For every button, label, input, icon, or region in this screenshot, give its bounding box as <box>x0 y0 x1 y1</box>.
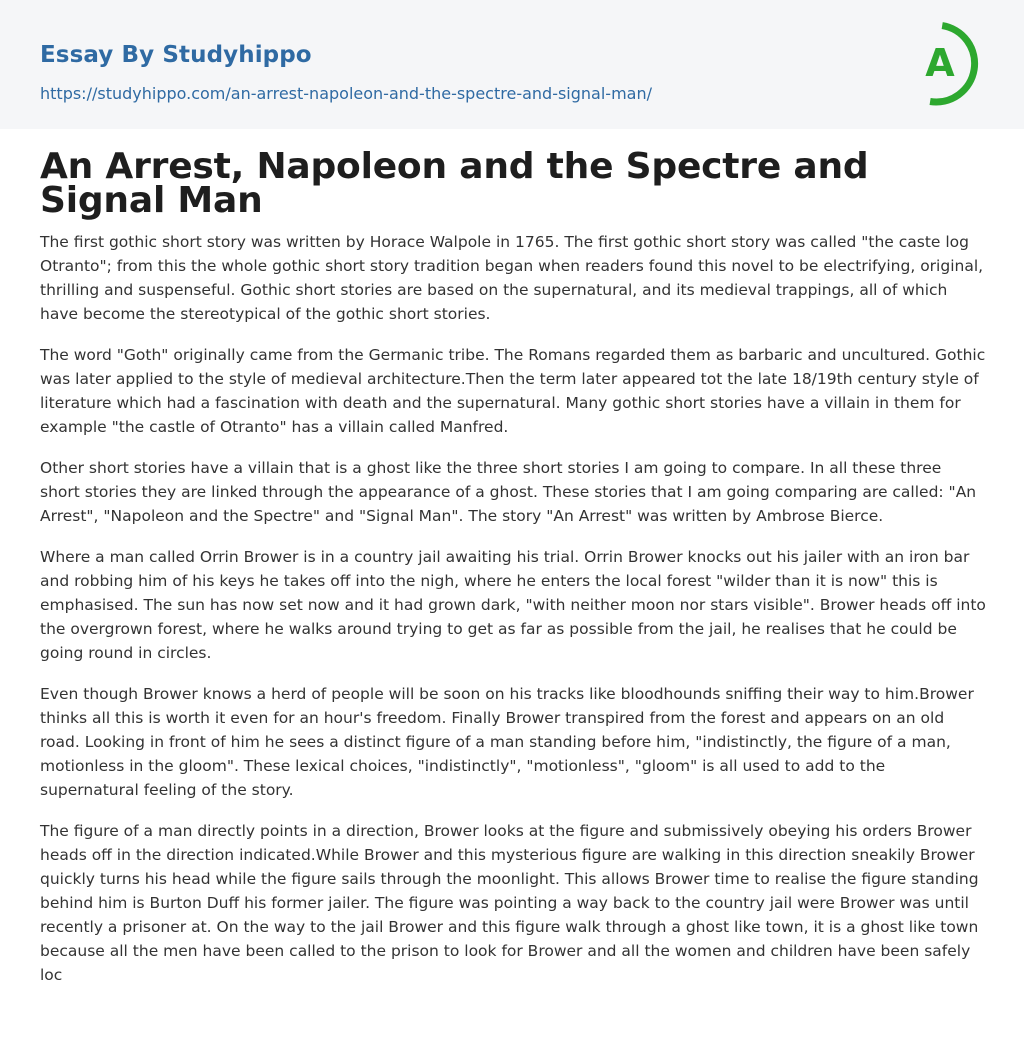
site-brand[interactable]: Essay By Studyhippo <box>40 42 312 68</box>
logo-letter: A <box>925 41 955 85</box>
article-paragraph-2: The word "Goth" originally came from the Germanic tribe. The Romans regarded them as barbaric and uncultured. Gothic was later applied to the style of medieval architecture.Then the term later appeared tot the late 18/19th century style of literature which had a fascination with death and the supernatural. Many gothic short stories have a villain in them for example "the castle of Otranto" has a villain called Manfred. <box>40 346 986 436</box>
article-paragraph-4: Where a man called Orrin Brower is in a country jail awaiting his trial. Orrin Brower knocks out his jailer with an iron bar and robbing him of his keys he takes off into the nigh, where he enters the local forest "wilder than it is now" this is emphasised. The sun has now set now and it had grown dark, "with neither moon nor stars visible". Brower heads off into the overgrown forest, where he walks around trying to get as far as possible from the jail, he realises that he could be going round in circles. <box>40 548 986 662</box>
essay-url-link[interactable]: https://studyhippo.com/an-arrest-napoleon-and-the-spectre-and-signal-man/ <box>40 84 652 103</box>
article-paragraph-6: The figure of a man directly points in a direction, Brower looks at the figure and submissively obeying his orders Brower heads off in the direction indicated.While Brower and this mysterious figure are walking in this direction sneakily Brower quickly turns his head while the figure sails through the moonlight. This allows Brower time to realise the figure standing behind him is Burton Duff his former jailer. The figure was pointing a way back to the country jail were Brower was until recently a prisoner at. On the way to the jail Brower and this figure walk through a ghost like town, it is a ghost like town because all the men have been called to the prison to look for Brower and all the women and children have been safely loc <box>40 822 979 984</box>
article-paragraph-3: Other short stories have a villain that is a ghost like the three short stories I am going to compare. In all these three short stories they are linked through the appearance of a ghost. These stories that I am going comparing are called: "An Arrest", "Napoleon and the Spectre" and "Signal Man". The story "An Arrest" was written by Ambrose Bierce. <box>40 459 977 525</box>
studyhippo-logo-icon[interactable] <box>912 20 986 106</box>
page-header <box>0 0 1024 129</box>
article <box>40 146 986 987</box>
article-title: An Arrest, Napoleon and the Spectre and Signal Man <box>40 146 869 221</box>
article-paragraph-5: Even though Brower knows a herd of people will be soon on his tracks like bloodhounds sniffing their way to him.Brower thinks all this is worth it even for an hour's freedom. Finally Brower transpired from the forest and appears on an old road. Looking in front of him he sees a distinct figure of a man standing before him, "indistinctly, the figure of a man, motionless in the gloom". These lexical choices, "indistinctly", "motionless", "gloom" is all used to add to the supernatural feeling of the story. <box>40 685 974 799</box>
article-paragraph-1: The first gothic short story was written by Horace Walpole in 1765. The first gothic short story was called "the caste log Otranto"; from this the whole gothic short story tradition began when readers found this novel to be electrifying, original, thrilling and suspenseful. Gothic short stories are based on the supernatural, and its medieval trappings, all of which have become the stereotypical of the gothic short stories. <box>40 233 984 323</box>
